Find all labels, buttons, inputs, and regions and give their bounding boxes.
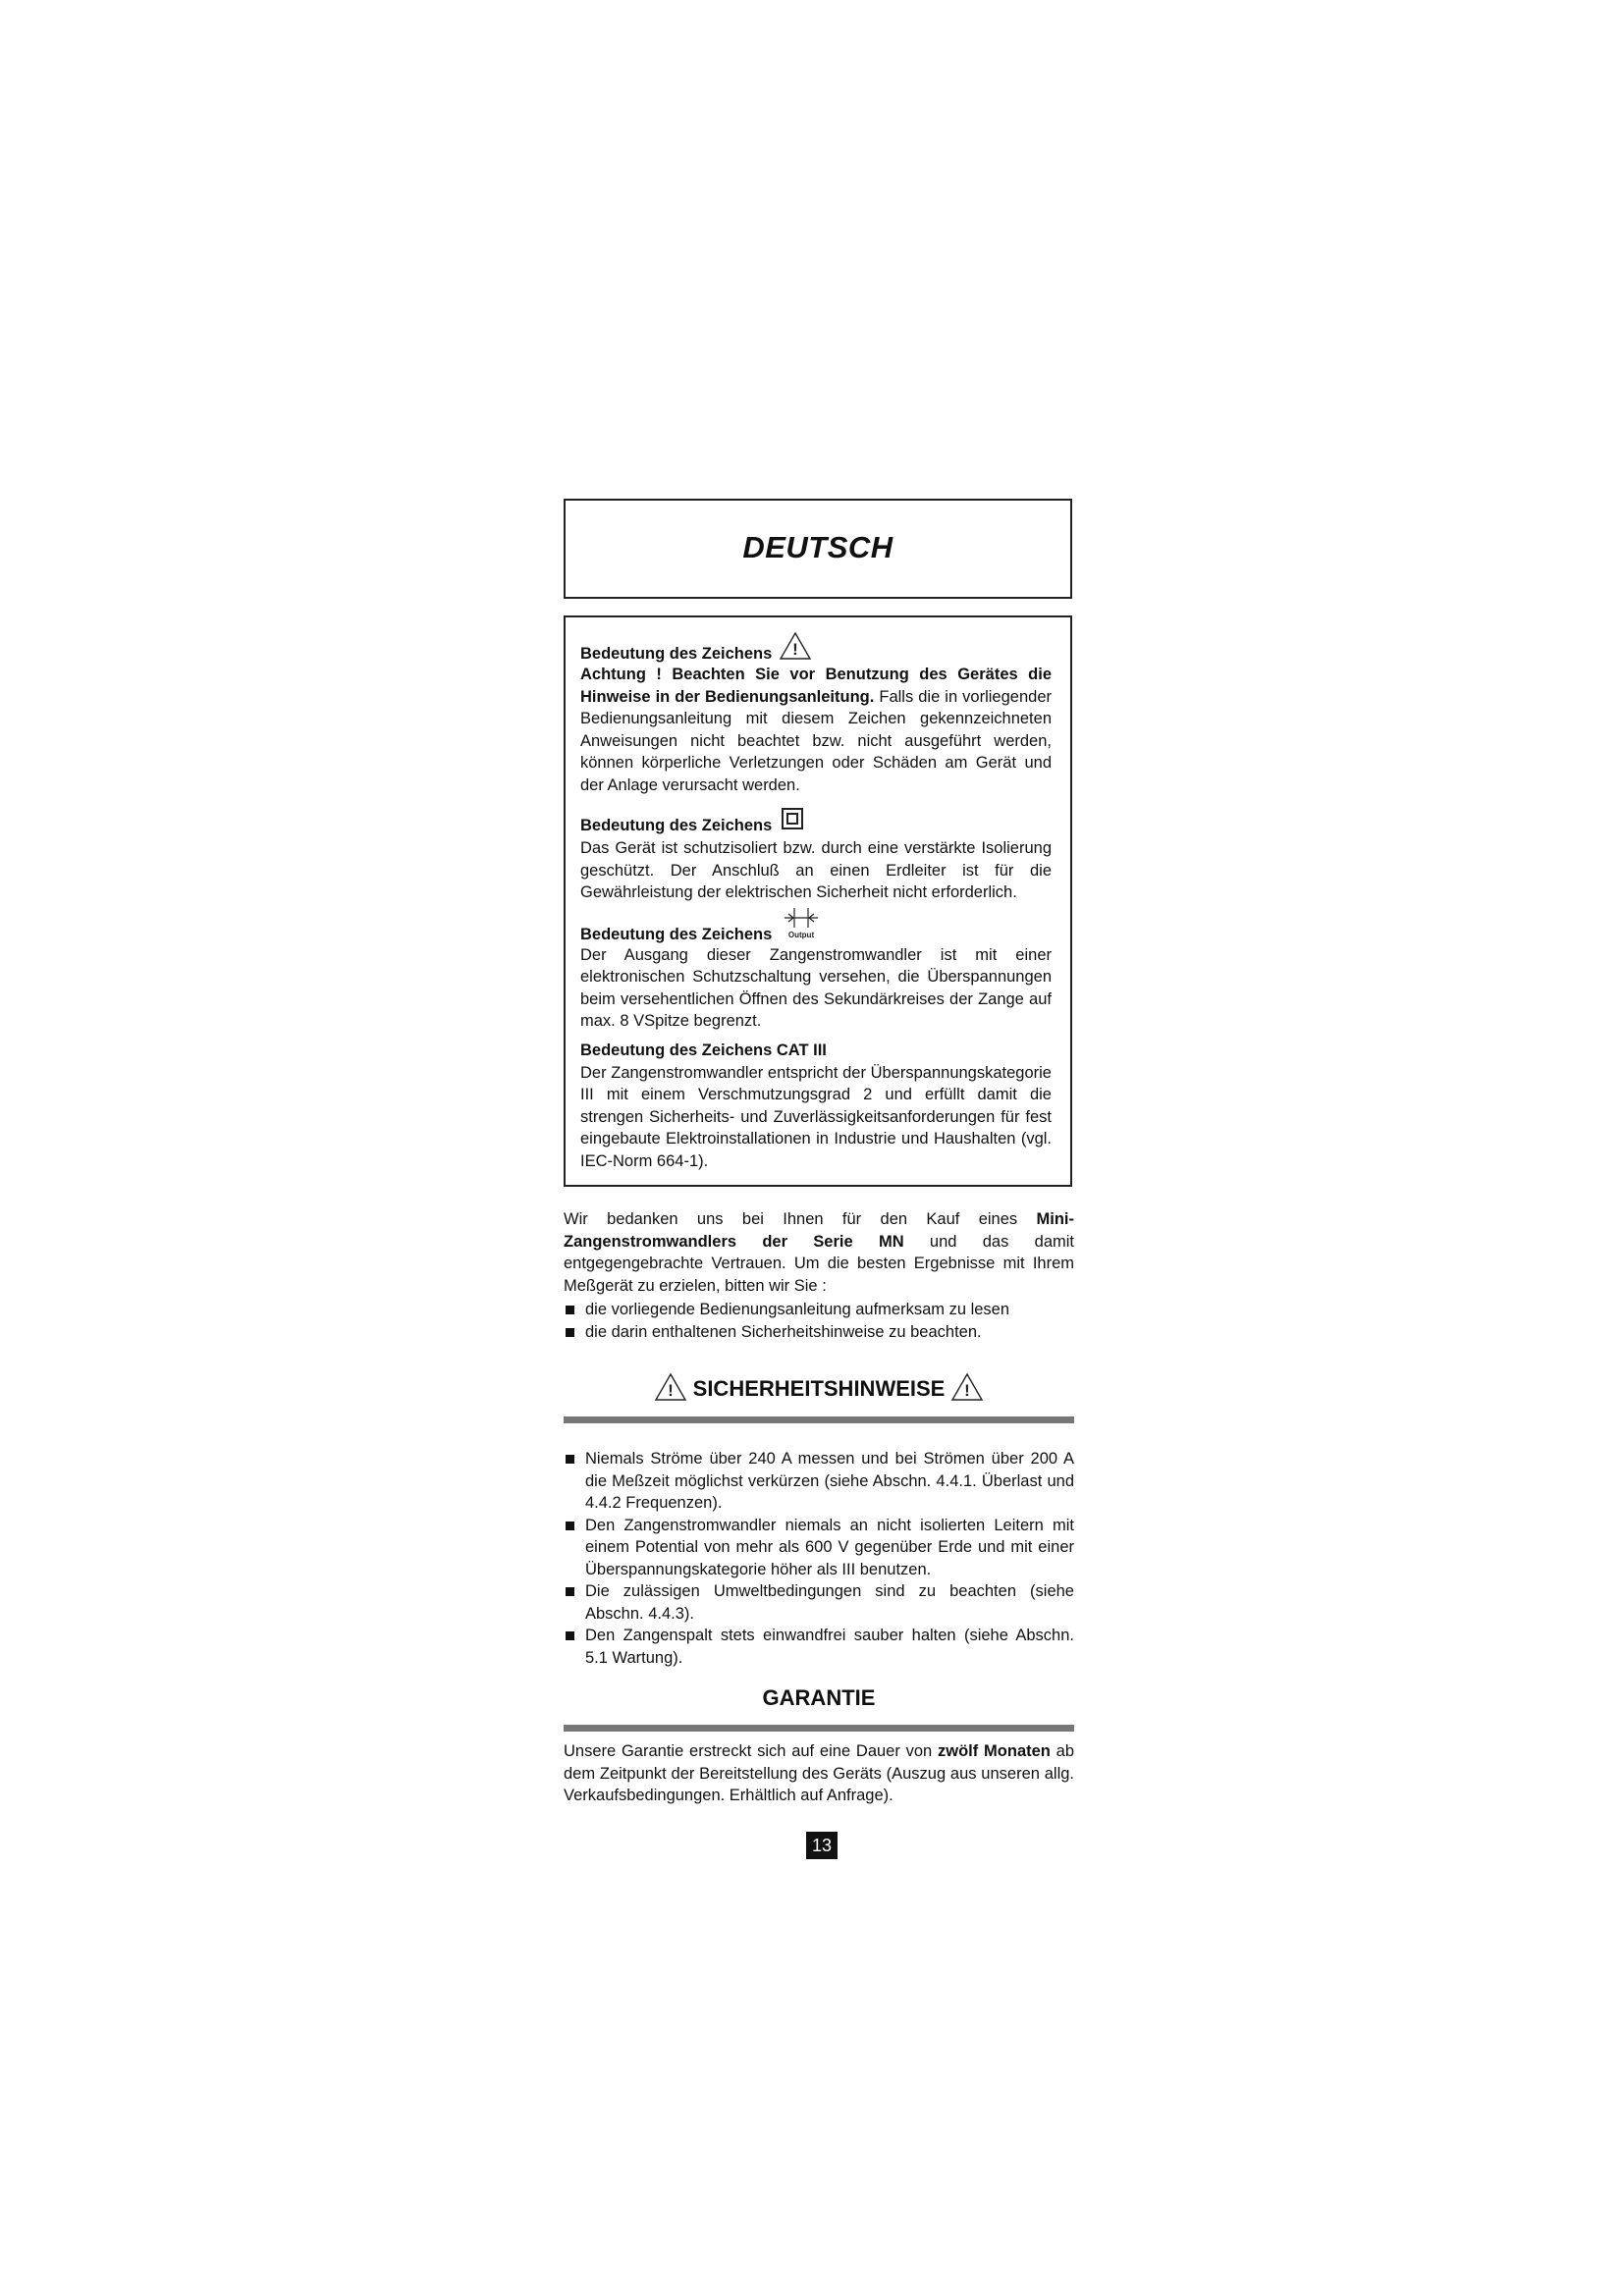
symbol-heading: Bedeutung des Zeichens <box>580 925 773 943</box>
list-item: die vorliegende Bedienungsanleitung aufmerksam zu lesen <box>564 1299 1074 1321</box>
safety-heading <box>564 1372 1074 1408</box>
warning-triangle-icon <box>779 631 812 666</box>
symbol-heading: Bedeutung des Zeichens CAT III <box>580 1041 827 1059</box>
warning-triangle-icon <box>654 1372 687 1408</box>
garantie-duration: zwölf Monaten <box>938 1742 1051 1760</box>
section-divider <box>564 1416 1074 1423</box>
svg-text:!: ! <box>964 1381 971 1400</box>
page-number: 13 <box>806 1832 838 1859</box>
safety-list <box>564 1448 1074 1669</box>
output-icon-label: Output <box>788 930 815 939</box>
svg-text:!: ! <box>792 640 799 659</box>
language-title-box <box>564 499 1072 599</box>
warning-instruction: Achtung ! Beachten Sie vor Benutzung des Gerätes die Hinweise in der Bedienungsanleitung. <box>580 666 1052 706</box>
cat-iii-description: Der Zangenstromwandler entspricht der Überspannungskategorie III mit einem Verschmutzungsgrad 2 und erfüllt damit die strengen Sicherheits- und Zuverlässigkeitsanforderungen für fest eingebaute Elektroinstallationen in Industrie und Haushalten (vgl. IEC-Norm 664-1). <box>580 1063 1052 1170</box>
list-item: Niemals Ströme über 240 A messen und bei Strömen über 200 A die Meßzeit möglichst verkürzen (siehe Abschn. 4.4.1. Überlast und 4.4.2 Frequenzen). <box>564 1448 1074 1515</box>
section-divider <box>564 1725 1074 1732</box>
symbol-section-warning <box>580 631 1052 796</box>
product-name: Mini-Zangenstromwandlers der Serie MN <box>564 1210 1074 1251</box>
symbol-section-cat-iii <box>580 1041 1052 1173</box>
garantie-title: GARANTIE <box>762 1685 876 1710</box>
double-insulation-icon <box>782 808 803 834</box>
output-protection-description: Der Ausgang dieser Zangenstromwandler ist mit einer elektronischen Schutzschaltung versehen, die Überspannungen beim versehentlichen Öffnen des Sekundärkreises der Zange auf max. 8 VSpitze begrenzt. <box>580 945 1052 1030</box>
output-protection-icon <box>782 906 821 944</box>
symbol-section-output-protection <box>580 906 1052 1033</box>
warning-triangle-icon <box>950 1372 984 1408</box>
intro-text-end: und das damit entgegengebrachte Vertrauen. Um die besten Ergebnisse mit Ihrem Meßgerät zu erzielen, bitten wir Sie : <box>564 1232 1074 1295</box>
garantie-heading <box>564 1685 1074 1711</box>
intro-list <box>564 1299 1074 1343</box>
symbol-explanations-box <box>564 615 1072 1187</box>
symbol-section-double-insulation <box>580 808 1052 904</box>
safety-title: SICHERHEITSHINWEISE <box>692 1376 946 1401</box>
symbol-heading: Bedeutung des Zeichens <box>580 645 773 663</box>
symbol-heading: Bedeutung des Zeichens <box>580 817 773 834</box>
svg-text:!: ! <box>667 1381 674 1400</box>
garantie-text: Unsere Garantie erstreckt sich auf eine Dauer von zwölf Monaten ab dem Zeitpunkt der Bereitstellung des Geräts (Auszug aus unseren allg. Verkaufsbedingungen. Erhältlich auf Anfrage). <box>564 1742 1075 1804</box>
intro-section <box>564 1208 1074 1343</box>
warning-description: Falls die in vorliegender Bedienungsanleitung mit diesem Zeichen gekennzeichneten Anweisungen nicht beachtet bzw. nicht ausgeführt werden, können körperliche Verletzungen oder Schäden am Gerät und der Anlage verursacht werden. <box>580 687 1052 794</box>
double-insulation-description: Das Gerät ist schutzisoliert bzw. durch eine verstärkte Isolierung geschützt. Der Anschluß an einen Erdleiter ist für die Gewährleistung der elektrischen Sicherheit nicht erforderlich. <box>580 839 1052 901</box>
list-item: Die zulässigen Umweltbedingungen sind zu beachten (siehe Abschn. 4.4.3). <box>564 1580 1074 1625</box>
list-item: Den Zangenstromwandler niemals an nicht isolierten Leitern mit einem Potential von mehr als 600 V gegenüber Erde und mit einer Überspannungskategorie höher als III benutzen. <box>564 1515 1074 1581</box>
page-title: DEUTSCH <box>742 530 893 564</box>
list-item: Den Zangenspalt stets einwandfrei sauber halten (siehe Abschn. 5.1 Wartung). <box>564 1625 1074 1669</box>
list-item: die darin enthaltenen Sicherheitshinweise zu beachten. <box>564 1321 1074 1344</box>
intro-text-start: Wir bedanken uns bei Ihnen für den Kauf eines <box>564 1210 1037 1228</box>
